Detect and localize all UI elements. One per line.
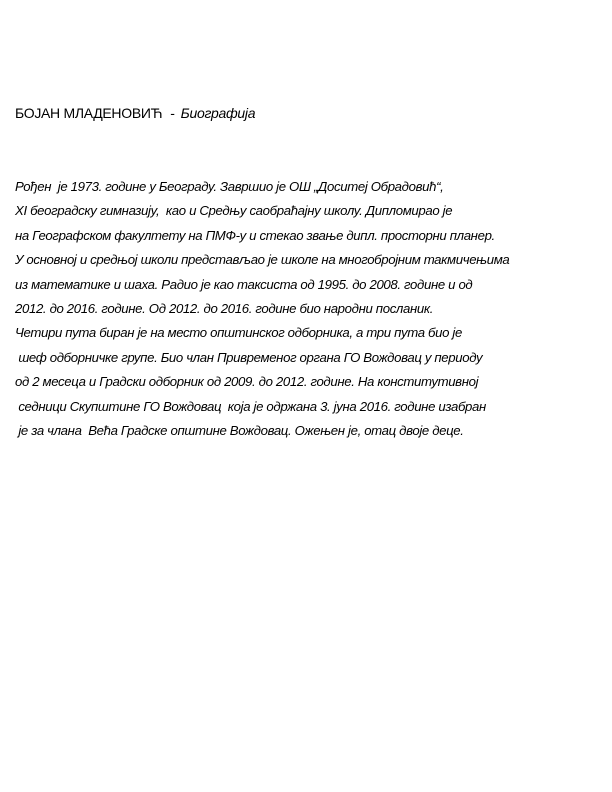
body-line: од 2 месеца и Градски одборник од 2009. до 2012. године. На конститутивној — [15, 374, 479, 390]
body-line: У основној и средњој школи представљао је школе на многобројним такмичењима — [15, 252, 510, 268]
heading-separator: - — [170, 105, 175, 121]
author-name: БОЈАН МЛАДЕНОВИЋ — [15, 105, 163, 121]
body-line: из математике и шаха. Радио је као таксиста од 1995. до 2008. године и од — [15, 276, 473, 292]
body-line: на Географском факултету на ПМФ-у и стекао звање дипл. просторни планер. — [15, 227, 495, 243]
biography-heading — [15, 105, 255, 121]
body-line: је за члана Већа Градске општине Вождовац. Ожењен је, отац двоје деце. — [15, 422, 464, 438]
body-line: седници Скупштине ГО Вождовац која је одржана 3. јуна 2016. године изабран — [15, 398, 486, 414]
body-line: 2012. до 2016. године. Од 2012. до 2016. године био народни посланик. — [15, 300, 434, 316]
body-line: Рођен је 1973. године у Београду. Завршио је ОШ „Доситеј Обрадовић“, — [15, 179, 444, 194]
body-line: шеф одборничке групе. Био члан Привременог органа ГО Вождовац у периоду — [15, 349, 483, 365]
body-line: XI београдску гимназију, као и Средњу саобраћајну школу. Дипломирао је — [15, 203, 453, 219]
biography-subtitle: Биографија — [180, 105, 256, 121]
biography-body — [15, 175, 605, 443]
body-line: Четири пута биран је на место општинског одборника, а три пута био је — [15, 325, 462, 341]
